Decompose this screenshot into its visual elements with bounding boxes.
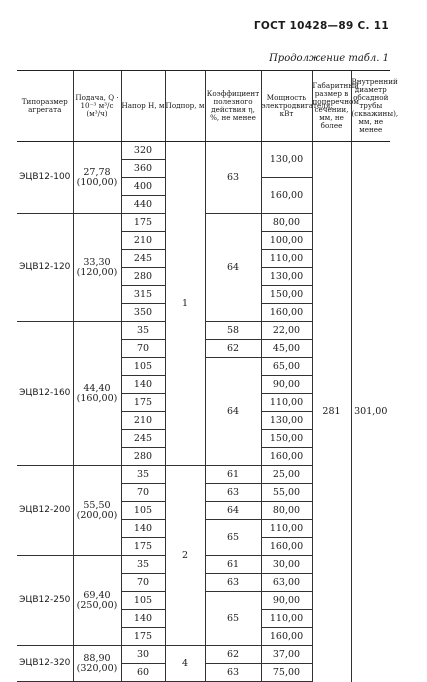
col-backpressure: Подпор, м [165, 71, 205, 142]
power-cell: 80,00 [261, 214, 312, 232]
power-cell: 130,00 [261, 412, 312, 430]
head-cell: 280 [121, 448, 165, 466]
power-cell: 150,00 [261, 430, 312, 448]
type-cell: ЭЦВ12-320 [17, 646, 73, 682]
continuation-note: Продолжение табл. 1 [269, 53, 389, 64]
power-cell: 90,00 [261, 592, 312, 610]
efficiency-cell: 65 [205, 592, 261, 646]
head-cell: 350 [121, 304, 165, 322]
head-cell: 210 [121, 232, 165, 250]
head-cell: 440 [121, 196, 165, 214]
head-cell: 400 [121, 178, 165, 196]
head-cell: 175 [121, 628, 165, 646]
efficiency-cell: 62 [205, 646, 261, 664]
flow-cell: 44,40 (160,00) [73, 322, 121, 466]
power-cell: 22,00 [261, 322, 312, 340]
backpressure-cell: 2 [165, 466, 205, 646]
col-type: Типоразмер агрегата [17, 71, 73, 142]
power-cell: 25,00 [261, 466, 312, 484]
power-cell: 80,00 [261, 502, 312, 520]
col-diameter: Внутренний диаметр обсадной трубы (скважины), мм, не менее [351, 71, 390, 142]
power-cell: 55,00 [261, 484, 312, 502]
type-cell: ЭЦВ12-100 [17, 142, 73, 214]
document-header: ГОСТ 10428—89 С. 11 [253, 20, 389, 32]
flow-cell: 33,30 (120,00) [73, 214, 121, 322]
head-cell: 175 [121, 394, 165, 412]
power-cell: 110,00 [261, 610, 312, 628]
head-cell: 140 [121, 520, 165, 538]
efficiency-cell: 64 [205, 214, 261, 322]
power-cell: 160,00 [261, 178, 312, 214]
head-cell: 245 [121, 250, 165, 268]
head-cell: 320 [121, 142, 165, 160]
type-cell: ЭЦВ12-250 [17, 556, 73, 646]
head-cell: 105 [121, 592, 165, 610]
head-cell: 175 [121, 214, 165, 232]
type-cell: ЭЦВ12-160 [17, 322, 73, 466]
head-cell: 245 [121, 430, 165, 448]
backpressure-cell: 4 [165, 646, 205, 682]
power-cell: 75,00 [261, 664, 312, 682]
power-cell: 130,00 [261, 142, 312, 178]
head-cell: 175 [121, 538, 165, 556]
type-cell: ЭЦВ12-200 [17, 466, 73, 556]
backpressure-cell: 1 [165, 142, 205, 466]
efficiency-cell: 63 [205, 664, 261, 682]
power-cell: 160,00 [261, 628, 312, 646]
efficiency-cell: 63 [205, 142, 261, 214]
power-cell: 150,00 [261, 286, 312, 304]
efficiency-cell: 61 [205, 556, 261, 574]
type-cell: ЭЦВ12-120 [17, 214, 73, 322]
flow-cell: 88,90 (320,00) [73, 646, 121, 682]
head-cell: 360 [121, 160, 165, 178]
efficiency-cell: 62 [205, 340, 261, 358]
power-cell: 30,00 [261, 556, 312, 574]
head-cell: 70 [121, 574, 165, 592]
power-cell: 37,00 [261, 646, 312, 664]
efficiency-cell: 63 [205, 574, 261, 592]
head-cell: 280 [121, 268, 165, 286]
col-head: Напор Н, м [121, 71, 165, 142]
efficiency-cell: 61 [205, 466, 261, 484]
power-cell: 110,00 [261, 250, 312, 268]
efficiency-cell: 64 [205, 502, 261, 520]
power-cell: 110,00 [261, 394, 312, 412]
diameter-cell: 301,00 [351, 142, 390, 682]
power-cell: 160,00 [261, 304, 312, 322]
head-cell: 140 [121, 610, 165, 628]
head-cell: 70 [121, 484, 165, 502]
power-cell: 63,00 [261, 574, 312, 592]
head-cell: 35 [121, 322, 165, 340]
power-cell: 100,00 [261, 232, 312, 250]
col-size: Габаритный размер в поперечном сечении, мм, не более [312, 71, 351, 142]
efficiency-cell: 63 [205, 484, 261, 502]
head-cell: 70 [121, 340, 165, 358]
power-cell: 110,00 [261, 520, 312, 538]
pump-table [17, 70, 399, 682]
flow-cell: 27,78 (100,00) [73, 142, 121, 214]
head-cell: 210 [121, 412, 165, 430]
power-cell: 65,00 [261, 358, 312, 376]
power-cell: 160,00 [261, 448, 312, 466]
power-cell: 45,00 [261, 340, 312, 358]
efficiency-cell: 58 [205, 322, 261, 340]
flow-cell: 55,50 (200,00) [73, 466, 121, 556]
power-cell: 90,00 [261, 376, 312, 394]
size-cell: 281 [312, 142, 351, 682]
col-efficiency: Коэффициент полезного действия η, %, не менее [205, 71, 261, 142]
efficiency-cell: 64 [205, 358, 261, 466]
head-cell: 140 [121, 376, 165, 394]
head-cell: 105 [121, 358, 165, 376]
head-cell: 35 [121, 466, 165, 484]
flow-cell: 69,40 (250,00) [73, 556, 121, 646]
head-cell: 30 [121, 646, 165, 664]
head-cell: 315 [121, 286, 165, 304]
power-cell: 160,00 [261, 538, 312, 556]
efficiency-cell: 65 [205, 520, 261, 556]
head-cell: 105 [121, 502, 165, 520]
col-power: Мощность электродвигателя, кВт [261, 71, 312, 142]
power-cell: 130,00 [261, 268, 312, 286]
head-cell: 35 [121, 556, 165, 574]
col-flow: Подача, Q · 10⁻³ м³/с (м³/ч) [73, 71, 121, 142]
head-cell: 60 [121, 664, 165, 682]
